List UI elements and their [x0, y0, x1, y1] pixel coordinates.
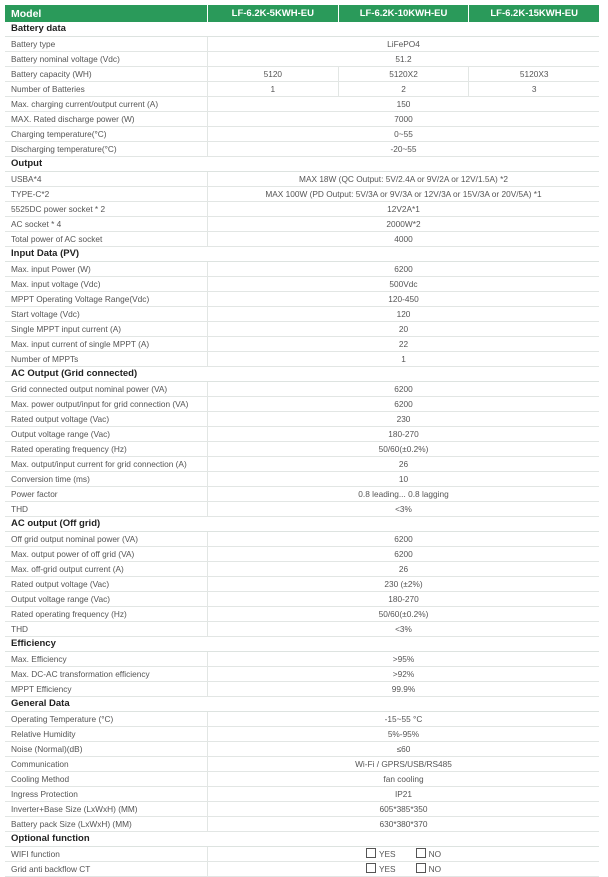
row-label: Number of MPPTs — [11, 354, 79, 364]
row-value: 500Vdc — [207, 277, 599, 291]
row-value: MAX 18W (QC Output: 5V/2.4A or 9V/2A or 12V/1.5A) *2 — [207, 172, 599, 186]
row-value: 10 — [207, 472, 599, 486]
row-label: Number of Batteries — [11, 84, 85, 94]
table-row — [5, 82, 599, 97]
table-row — [5, 472, 599, 487]
row-label: TYPE-C*2 — [11, 189, 50, 199]
checkbox[interactable] — [366, 848, 376, 858]
table-row — [5, 772, 599, 787]
row-value: 150 — [207, 97, 599, 111]
row-label: Max. output power of off grid (VA) — [11, 549, 135, 559]
row-value: 22 — [207, 337, 599, 351]
table-row — [5, 187, 599, 202]
section-title: AC output (Off grid) — [5, 517, 599, 532]
table-row — [5, 712, 599, 727]
table-row — [5, 457, 599, 472]
table-row — [5, 847, 599, 862]
option-yes — [366, 862, 396, 876]
row-value: 3 — [468, 82, 599, 96]
table-row — [5, 532, 599, 547]
option-yes — [366, 847, 396, 861]
table-row — [5, 667, 599, 682]
table-row — [5, 817, 599, 832]
header-model-3: LF-6.2K-15KWH-EU — [468, 5, 599, 22]
row-label: Inverter+Base Size (LxWxH) (MM) — [11, 804, 138, 814]
checkbox[interactable] — [416, 848, 426, 858]
row-value: 120-450 — [207, 292, 599, 306]
table-row — [5, 382, 599, 397]
row-label: Rated operating frequency (Hz) — [11, 609, 127, 619]
row-value: 230 — [207, 412, 599, 426]
row-label: Max. output/input current for grid connection (A) — [11, 459, 187, 469]
row-value: 6200 — [207, 532, 599, 546]
row-value: -15~55 °C — [207, 712, 599, 726]
row-label: THD — [11, 504, 29, 514]
table-row — [5, 652, 599, 667]
row-label: MPPT Operating Voltage Range(Vdc) — [11, 294, 150, 304]
table-row — [5, 577, 599, 592]
table-row — [5, 787, 599, 802]
section-title: AC Output (Grid connected) — [5, 367, 599, 382]
row-value: 0.8 leading... 0.8 lagging — [207, 487, 599, 501]
table-body — [5, 22, 599, 877]
row-label: MAX. Rated discharge power (W) — [11, 114, 135, 124]
table-row — [5, 502, 599, 517]
row-value: 230 (±2%) — [207, 577, 599, 591]
row-label: Ingress Protection — [11, 789, 78, 799]
table-header — [5, 5, 599, 22]
table-row — [5, 97, 599, 112]
row-label: Communication — [11, 759, 69, 769]
option-label: YES — [378, 864, 396, 874]
checkbox[interactable] — [416, 863, 426, 873]
table-row — [5, 37, 599, 52]
table-row — [5, 322, 599, 337]
header-model-1: LF-6.2K-5KWH-EU — [207, 5, 338, 22]
row-label: Max. input voltage (Vdc) — [11, 279, 101, 289]
row-value: >95% — [207, 652, 599, 666]
option-group — [207, 847, 599, 861]
row-label: Off grid output nominal power (VA) — [11, 534, 138, 544]
row-value: fan cooling — [207, 772, 599, 786]
table-row — [5, 757, 599, 772]
option-no — [416, 847, 441, 861]
row-value: 26 — [207, 562, 599, 576]
section-title: Battery data — [5, 22, 599, 37]
table-row — [5, 217, 599, 232]
table-row — [5, 232, 599, 247]
table-row — [5, 487, 599, 502]
row-value: 2 — [338, 82, 469, 96]
table-row — [5, 592, 599, 607]
row-value: 50/60(±0.2%) — [207, 607, 599, 621]
row-label: Relative Humidity — [11, 729, 76, 739]
row-label: Battery pack Size (LxWxH) (MM) — [11, 819, 132, 829]
table-row — [5, 52, 599, 67]
row-value: 0~55 — [207, 127, 599, 141]
row-label: Operating Temperature (°C) — [11, 714, 114, 724]
row-value: 180-270 — [207, 427, 599, 441]
row-value: 180-270 — [207, 592, 599, 606]
table-row — [5, 727, 599, 742]
row-value: 4000 — [207, 232, 599, 246]
row-label: Max. charging current/output current (A) — [11, 99, 159, 109]
row-value: 6200 — [207, 397, 599, 411]
table-row — [5, 742, 599, 757]
row-label: Max. input current of single MPPT (A) — [11, 339, 150, 349]
option-label: YES — [378, 849, 396, 859]
row-value: 26 — [207, 457, 599, 471]
section-title: General Data — [5, 697, 599, 712]
section-title: Input Data (PV) — [5, 247, 599, 262]
table-row — [5, 682, 599, 697]
table-row — [5, 202, 599, 217]
table-row — [5, 862, 599, 877]
section-title: Optional function — [5, 832, 599, 847]
row-label: Grid anti backflow CT — [11, 864, 91, 874]
table-row — [5, 427, 599, 442]
row-value: 6200 — [207, 262, 599, 276]
row-value: 5%-95% — [207, 727, 599, 741]
table-row — [5, 337, 599, 352]
row-value: <3% — [207, 622, 599, 636]
row-value: 12V2A*1 — [207, 202, 599, 216]
header-model-2: LF-6.2K-10KWH-EU — [338, 5, 469, 22]
row-label: Rated operating frequency (Hz) — [11, 444, 127, 454]
row-value: MAX 100W (PD Output: 5V/3A or 9V/3A or 12V/3A or 15V/3A or 20V/5A) *1 — [207, 187, 599, 201]
row-value: 6200 — [207, 547, 599, 561]
row-value: ≤60 — [207, 742, 599, 756]
row-value: 5120X3 — [468, 67, 599, 81]
row-label: Start voltage (Vdc) — [11, 309, 80, 319]
row-value: 120 — [207, 307, 599, 321]
option-label: NO — [428, 849, 442, 859]
table-row — [5, 622, 599, 637]
row-label: Max. input Power (W) — [11, 264, 91, 274]
row-value: 5120 — [207, 67, 338, 81]
checkbox[interactable] — [366, 863, 376, 873]
row-label: Max. off-grid output current (A) — [11, 564, 124, 574]
section-title: Output — [5, 157, 599, 172]
row-label: Grid connected output nominal power (VA) — [11, 384, 168, 394]
table-row — [5, 112, 599, 127]
row-label: Output voltage range (Vac) — [11, 594, 111, 604]
row-value: >92% — [207, 667, 599, 681]
row-label: Max. power output/input for grid connection (VA) — [11, 399, 189, 409]
table-row — [5, 607, 599, 622]
row-label: WIFI function — [11, 849, 60, 859]
row-label: 5525DC power socket * 2 — [11, 204, 106, 214]
row-value: Wi-Fi / GPRS/USB/RS485 — [207, 757, 599, 771]
row-label: Rated output voltage (Vac) — [11, 414, 110, 424]
table-row — [5, 802, 599, 817]
table-row — [5, 397, 599, 412]
row-value: 7000 — [207, 112, 599, 126]
table-row — [5, 547, 599, 562]
section-title: Efficiency — [5, 637, 599, 652]
option-label: NO — [428, 864, 442, 874]
table-row — [5, 142, 599, 157]
row-label: Total power of AC socket — [11, 234, 103, 244]
row-label: Battery capacity (WH) — [11, 69, 92, 79]
row-label: USBA*4 — [11, 174, 42, 184]
row-value: 5120X2 — [338, 67, 469, 81]
option-no — [416, 862, 441, 876]
row-value: 605*385*350 — [207, 802, 599, 816]
row-value: 1 — [207, 352, 599, 366]
row-value: 6200 — [207, 382, 599, 396]
table-row — [5, 562, 599, 577]
row-label: MPPT Efficiency — [11, 684, 72, 694]
row-value: IP21 — [207, 787, 599, 801]
option-group — [207, 862, 599, 876]
row-label: Charging temperature(°C) — [11, 129, 107, 139]
row-label: Output voltage range (Vac) — [11, 429, 111, 439]
row-label: Power factor — [11, 489, 58, 499]
row-value: 630*380*370 — [207, 817, 599, 831]
row-label: THD — [11, 624, 29, 634]
table-row — [5, 307, 599, 322]
row-label: AC socket * 4 — [11, 219, 62, 229]
table-row — [5, 412, 599, 427]
row-value: -20~55 — [207, 142, 599, 156]
table-row — [5, 352, 599, 367]
row-label: Max. Efficiency — [11, 654, 67, 664]
row-label: Noise (Normal)(dB) — [11, 744, 83, 754]
row-label: Cooling Method — [11, 774, 70, 784]
table-row — [5, 262, 599, 277]
spec-table — [5, 5, 599, 877]
table-row — [5, 277, 599, 292]
row-label: Discharging temperature(°C) — [11, 144, 117, 154]
row-value: 2000W*2 — [207, 217, 599, 231]
row-label: Battery type — [11, 39, 56, 49]
row-value: 1 — [207, 82, 338, 96]
row-value: 20 — [207, 322, 599, 336]
row-value: 99.9% — [207, 682, 599, 696]
row-value: <3% — [207, 502, 599, 516]
table-row — [5, 127, 599, 142]
row-value: 50/60(±0.2%) — [207, 442, 599, 456]
table-row — [5, 292, 599, 307]
row-value: LiFePO4 — [207, 37, 599, 51]
row-label: Rated output voltage (Vac) — [11, 579, 110, 589]
row-label: Max. DC-AC transformation efficiency — [11, 669, 150, 679]
table-row — [5, 67, 599, 82]
header-label: Model — [11, 7, 42, 20]
row-label: Single MPPT input current (A) — [11, 324, 122, 334]
row-label: Battery nominal voltage (Vdc) — [11, 54, 120, 64]
table-row — [5, 172, 599, 187]
row-label: Conversion time (ms) — [11, 474, 90, 484]
row-value: 51.2 — [207, 52, 599, 66]
table-row — [5, 442, 599, 457]
